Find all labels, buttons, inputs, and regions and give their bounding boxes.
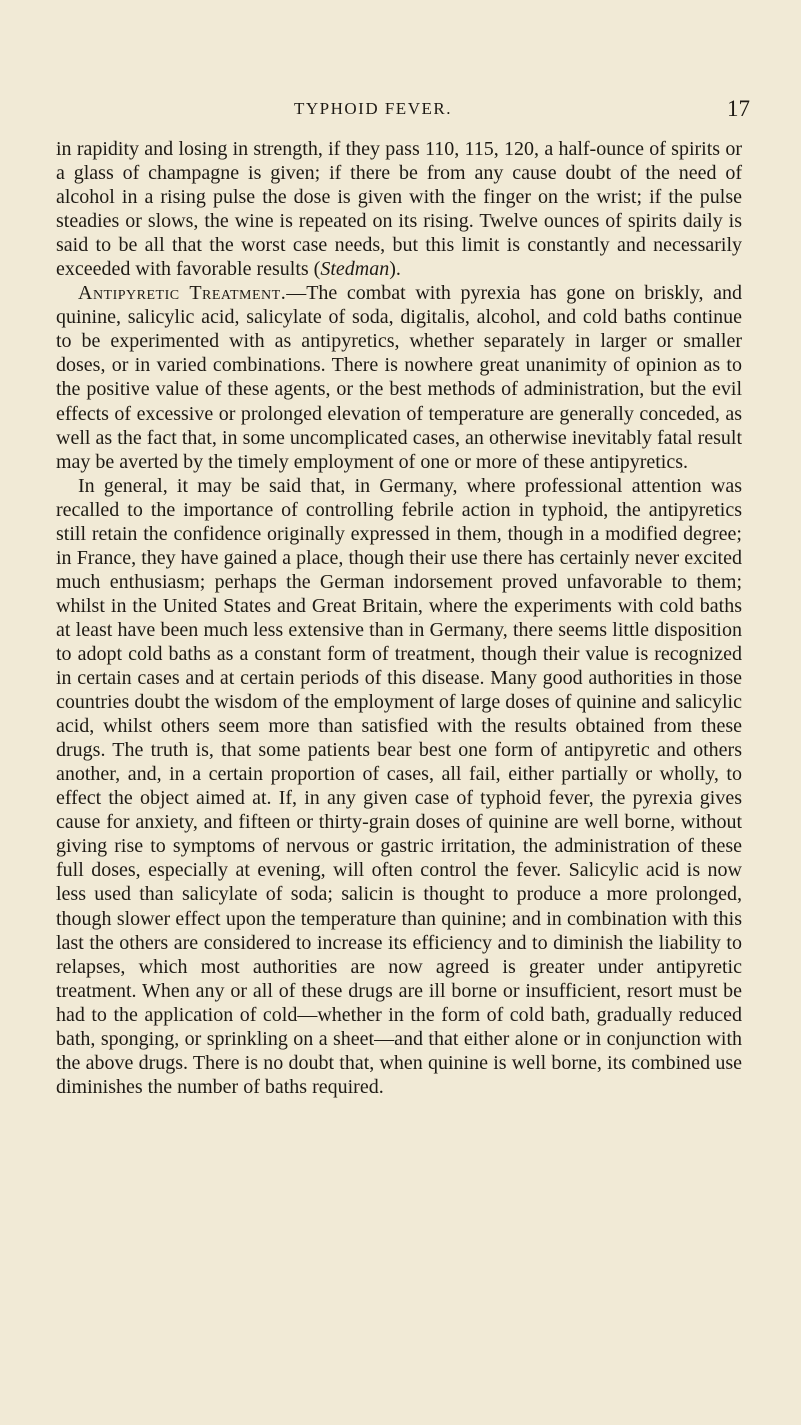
paragraph-general xyxy=(56,474,742,1099)
paragraph-antipyretic-treatment xyxy=(56,281,742,473)
paragraph-continuation xyxy=(56,137,742,281)
body-text xyxy=(56,137,742,1099)
running-title: TYPHOID FEVER. xyxy=(294,99,452,118)
citation-author: Stedman xyxy=(320,258,390,281)
paragraph-text: In general, it may be said that, in Germany, where professional attention was recalled to the importance of controlling febrile action in typhoid, the antipyretics still retain the confidence originally expressed in them, though in a modified degree; in France, they have gained a place, though their use there has certainly never excited much enthusiasm; perhaps the German indorsement proved unfavorable to them; whilst in the United States and Great Britain, where the experiments with cold baths at least have been much less extensive than in Germany, there seems little disposition to adopt cold baths as a constant form of treatment, though their value is recognized in certain cases and at certain periods of this disease. Many good authorities in those countries doubt the wisdom of the employment of large doses of quinine and salicylic acid, whilst others seem more than satisfied with the results obtained from these drugs. The truth is, that some patients bear best one form of antipyretic and others another, and, in a certain proportion of cases, all fail, either partially or wholly, to effect the object aimed at. If, in any given case of typhoid fever, the pyrexia gives cause for anxiety, and fifteen or thirty-grain doses of quinine are well borne, without giving rise to symptoms of nervous or gastric irritation, the administration of these full doses, especially at evening, will often control the fever. Salicylic acid is now less used than salicylate of soda; salicin is thought to produce a more prolonged, though slower effect upon the temperature than quinine; and in combination with this last the others are considered to increase its efficiency and to diminish the liability to relapses, which most authorities are now agreed is greater under antipyretic treatment. When any or all of these drugs are ill borne or insufficient, resort must be had to the application of cold—whether in the form of cold bath, gradually reduced bath, sponging, or sprinkling on a sheet—and that either alone or in conjunction with the above drugs. There is no doubt that, when quinine is well borne, its combined use diminishes the number of baths required. xyxy=(56,474,742,1098)
section-heading: Antipyretic Treatment. xyxy=(78,282,287,305)
running-head xyxy=(0,94,801,124)
paragraph-text: —The combat with pyrexia has gone on briskly, and quinine, salicylic acid, salicylate of soda, digitalis, alcohol, and cold baths continue to be experimented with as antipyretics, whether separately in larger or smaller doses, or in varied combinations. There is nowhere great unanimity of opinion as to the positive value of these agents, or the best methods of administration, but the evil effects of excessive or prolonged elevation of temperature are generally conceded, as well as the fact that, in some uncomplicated cases, an otherwise inevitably fatal result may be averted by the timely employment of one or more of these antipyretics. xyxy=(56,282,742,473)
paragraph-text: in rapidity and losing in strength, if they pass 110, 115, 120, a half-ounce of spirits or a glass of champagne is given; if there be from any cause doubt of the need of alcohol in a rising pulse the dose is given with the finger on the wrist; if the pulse steadies or slows, the wine is repeated on its rising. Twelve ounces of spirits daily is said to be all that the worst case needs, but this limit is constantly and necessarily exceeded with favorable results ( xyxy=(56,138,742,281)
page-number: 17 xyxy=(727,96,750,121)
paragraph-text-end: ). xyxy=(389,258,401,281)
